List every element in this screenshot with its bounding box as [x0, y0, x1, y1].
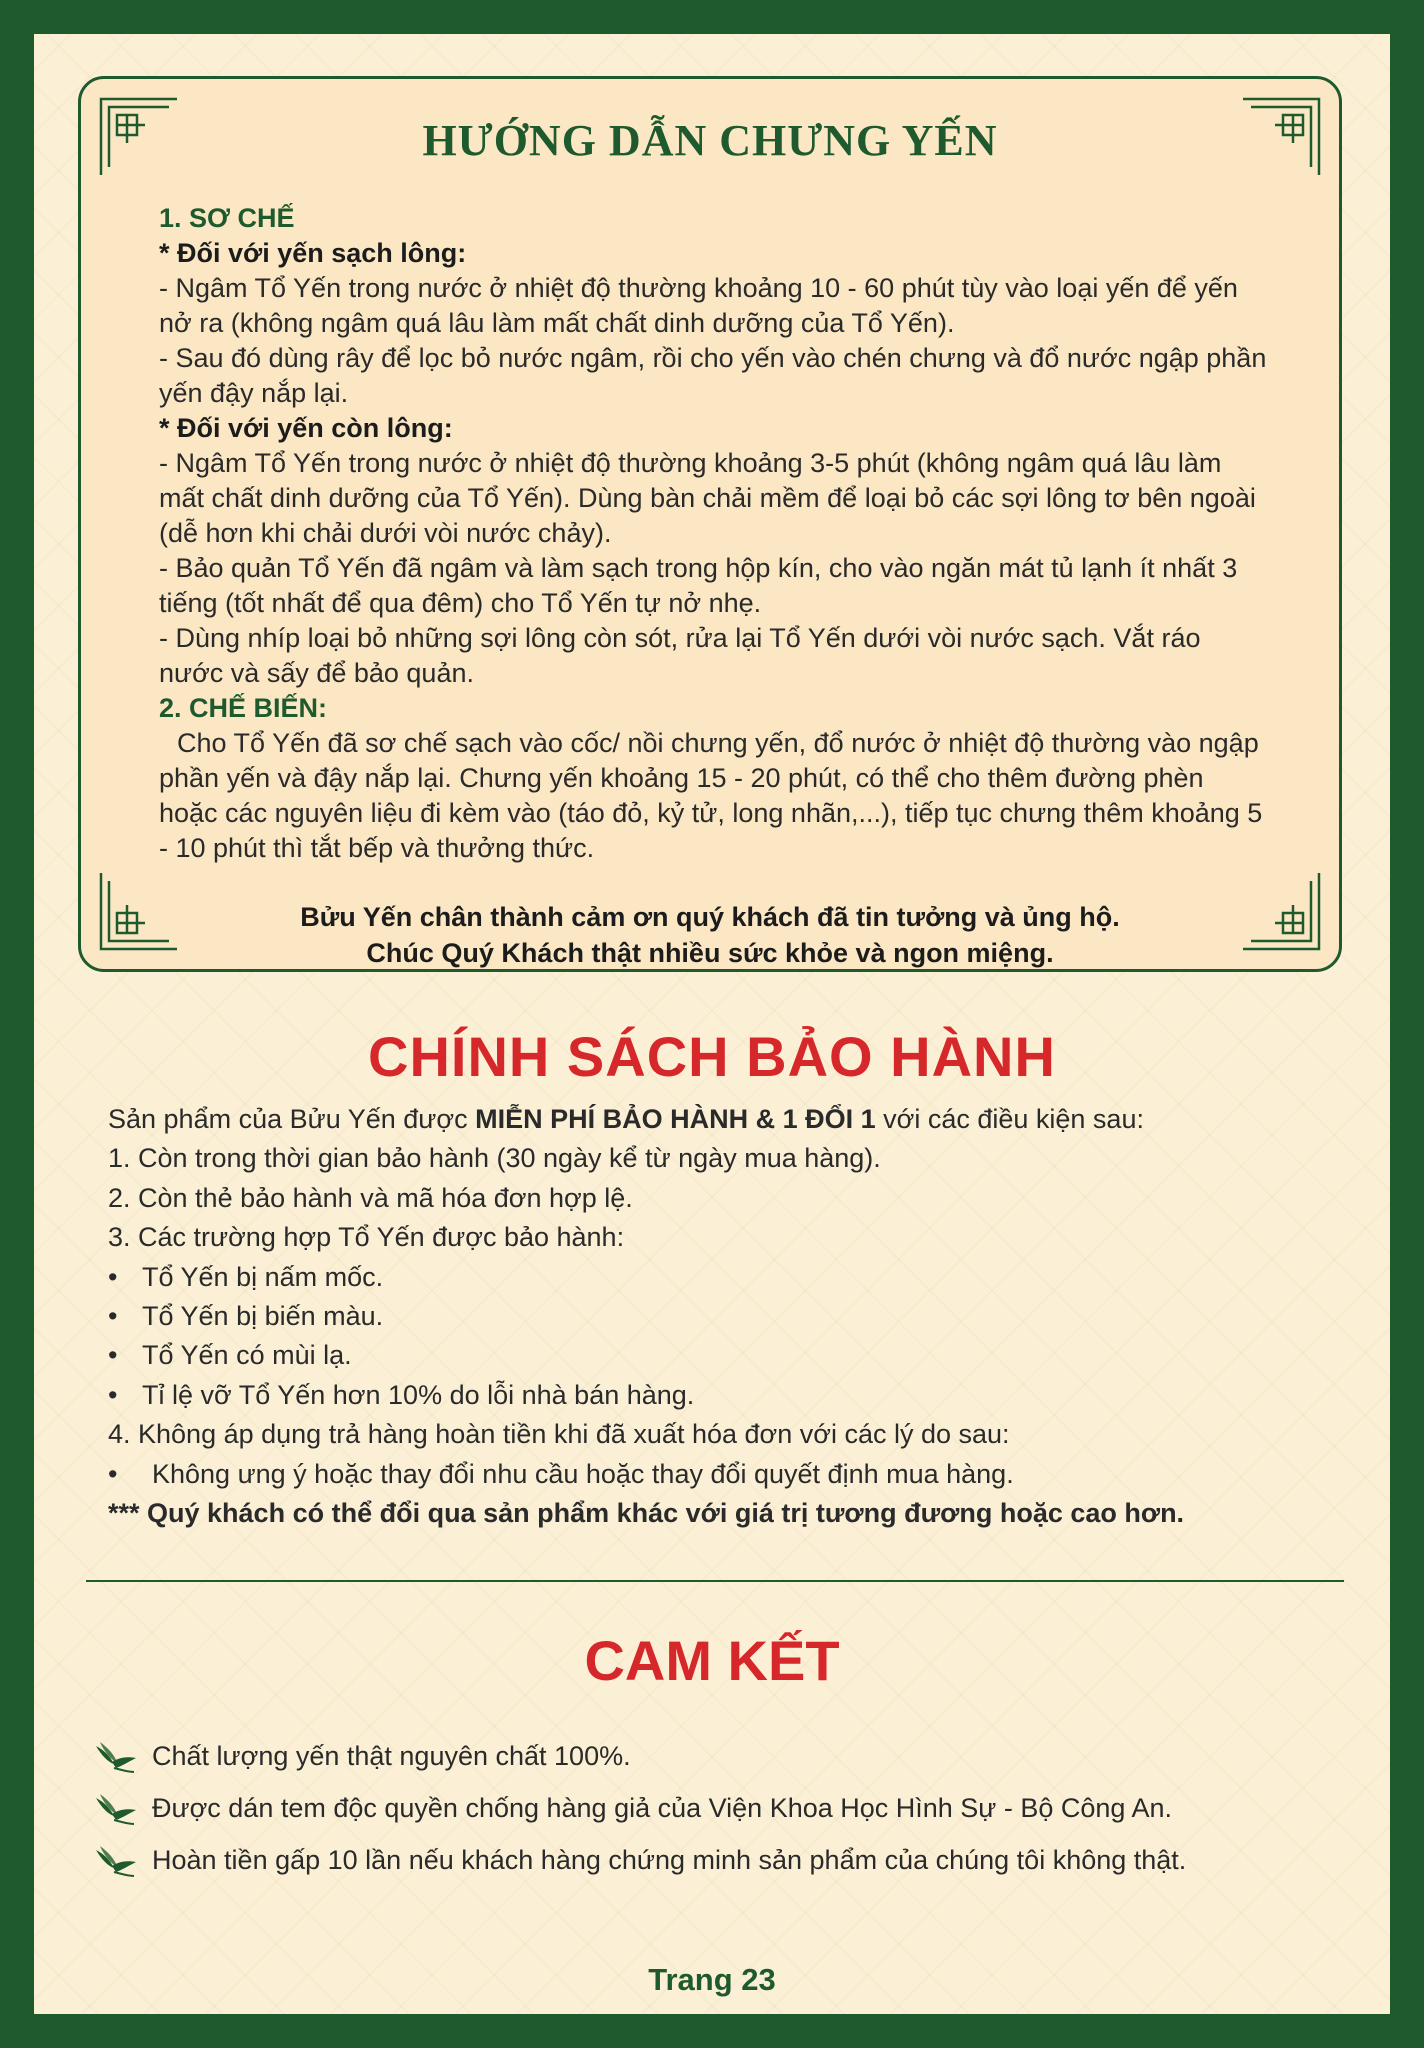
- raw-step: - Bảo quản Tổ Yến đã ngâm và làm sạch trong hộp kín, cho vào ngăn mát tủ lạnh ít nhất 3 tiếng (tốt nhất để qua đêm) cho Tổ Yến tự nở nhẹ.: [159, 553, 1238, 618]
- warranty-content: [108, 1100, 1338, 1533]
- bullet-icon: •: [108, 1301, 118, 1332]
- guide-title: HƯỚNG DẪN CHƯNG YẾN: [422, 116, 998, 165]
- warranty-case: [108, 1297, 1338, 1336]
- section-cook-heading: 2. CHẾ BIẾN:: [159, 693, 328, 723]
- steaming-guide-box: [78, 76, 1342, 972]
- raw-nest-heading: * Đối với yến còn lông:: [159, 413, 453, 443]
- commitment-title: CAM KẾT: [584, 1629, 840, 1692]
- commitment-item: [94, 1730, 1354, 1782]
- warranty-case: [108, 1336, 1338, 1375]
- warranty-case-text: Tỉ lệ vỡ Tổ Yến hơn 10% do lỗi nhà bán hàng.: [142, 1379, 695, 1410]
- commitment-text: Được dán tem độc quyền chống hàng giả của Viện Khoa Học Hình Sự - Bộ Công An.: [152, 1792, 1172, 1823]
- wish-line: Chúc Quý Khách thật nhiều sức khỏe và ngon miệng.: [366, 938, 1054, 968]
- warranty-case: [108, 1376, 1338, 1415]
- warranty-case-text: Tổ Yến bị nấm mốc.: [142, 1261, 384, 1292]
- warranty-intro-text: Sản phẩm của Bửu Yến được: [108, 1104, 476, 1134]
- warranty-condition: 2. Còn thẻ bảo hành và mã hóa đơn hợp lệ.: [108, 1182, 633, 1213]
- section-divider: [86, 1580, 1344, 1582]
- warranty-note: *** Quý khách có thể đổi qua sản phẩm khác với giá trị tương đương hoặc cao hơn.: [108, 1498, 1185, 1529]
- thanks-line: Bửu Yến chân thành cảm ơn quý khách đã tin tưởng và ủng hộ.: [300, 902, 1120, 932]
- thanks-message: [81, 899, 1339, 971]
- bullet-icon: •: [108, 1261, 118, 1292]
- warranty-intro: [108, 1100, 1338, 1139]
- bullet-icon: •: [108, 1379, 118, 1410]
- bullet-icon: •: [108, 1458, 118, 1489]
- warranty-exclusion: [108, 1455, 1338, 1494]
- raw-step: - Dùng nhíp loại bỏ những sợi lông còn sót, rửa lại Tổ Yến dưới vòi nước sạch. Vắt ráo nước và sấy để bảo quản.: [159, 623, 1201, 688]
- warranty-intro-highlight: MIỄN PHÍ BẢO HÀNH & 1 ĐỔI 1: [475, 1104, 876, 1134]
- page: [34, 34, 1390, 2014]
- section-cook-text: Cho Tổ Yến đã sơ chế sạch vào cốc/ nồi chưng yến, đổ nước ở nhiệt độ thường vào ngập phần yến và đậy nắp lại. Chưng yến khoảng 15 - 20 phút, có thể cho thêm đường phèn hoặc các nguyên liệu đi kèm vào (táo đỏ, kỷ tử, long nhãn,...), tiếp tục chưng thêm khoảng 5 - 10 phút thì tắt bếp và thưởng thức.: [159, 728, 1263, 863]
- warranty-case-text: Tổ Yến có mùi lạ.: [142, 1340, 352, 1371]
- warranty-condition: 3. Các trường hợp Tổ Yến được bảo hành:: [108, 1222, 625, 1253]
- warranty-intro-text: với các điều kiện sau:: [875, 1104, 1144, 1134]
- warranty-condition: 4. Không áp dụng trả hàng hoàn tiền khi đã xuất hóa đơn với các lý do sau:: [108, 1419, 1010, 1450]
- raw-step: - Ngâm Tổ Yến trong nước ở nhiệt độ thường khoảng 3-5 phút (không ngâm quá lâu làm mất chất dinh dưỡng của Tổ Yến). Dùng bàn chải mềm để loại bỏ các sợi lông tơ bên ngoài (dễ hơn khi chải dưới vòi nước chảy).: [159, 448, 1256, 548]
- clean-nest-heading: * Đối với yến sạch lông:: [159, 238, 467, 268]
- section-prep-heading: 1. SƠ CHẾ: [159, 203, 295, 233]
- warranty-title: CHÍNH SÁCH BẢO HÀNH: [368, 1025, 1056, 1088]
- swallow-bird-icon: [94, 1738, 138, 1774]
- warranty-condition: 1. Còn trong thời gian bảo hành (30 ngày kể từ ngày mua hàng).: [108, 1143, 881, 1174]
- commitment-item: [94, 1782, 1354, 1834]
- warranty-exclusion-text: Không ưng ý hoặc thay đổi nhu cầu hoặc thay đổi quyết định mua hàng.: [152, 1458, 1014, 1489]
- clean-step: - Sau đó dùng rây để lọc bỏ nước ngâm, rồi cho yến vào chén chưng và đổ nước ngập phần yến đậy nắp lại.: [159, 343, 1267, 408]
- commitment-text: Hoàn tiền gấp 10 lần nếu khách hàng chứng minh sản phẩm của chúng tôi không thật.: [152, 1844, 1187, 1875]
- swallow-bird-icon: [94, 1790, 138, 1826]
- commitment-list: [94, 1730, 1354, 1886]
- clean-step: - Ngâm Tổ Yến trong nước ở nhiệt độ thường khoảng 10 - 60 phút tùy vào loại yến để yến nở ra (không ngâm quá lâu làm mất chất dinh dưỡng của Tổ Yến).: [159, 273, 1238, 338]
- guide-content: [159, 201, 1269, 866]
- commitment-item: [94, 1834, 1354, 1886]
- swallow-bird-icon: [94, 1842, 138, 1878]
- warranty-case-text: Tổ Yến bị biến màu.: [142, 1301, 384, 1332]
- commitment-text: Chất lượng yến thật nguyên chất 100%.: [152, 1740, 631, 1771]
- bullet-icon: •: [108, 1340, 118, 1371]
- page-number: Trang 23: [648, 1962, 776, 1997]
- warranty-case: [108, 1258, 1338, 1297]
